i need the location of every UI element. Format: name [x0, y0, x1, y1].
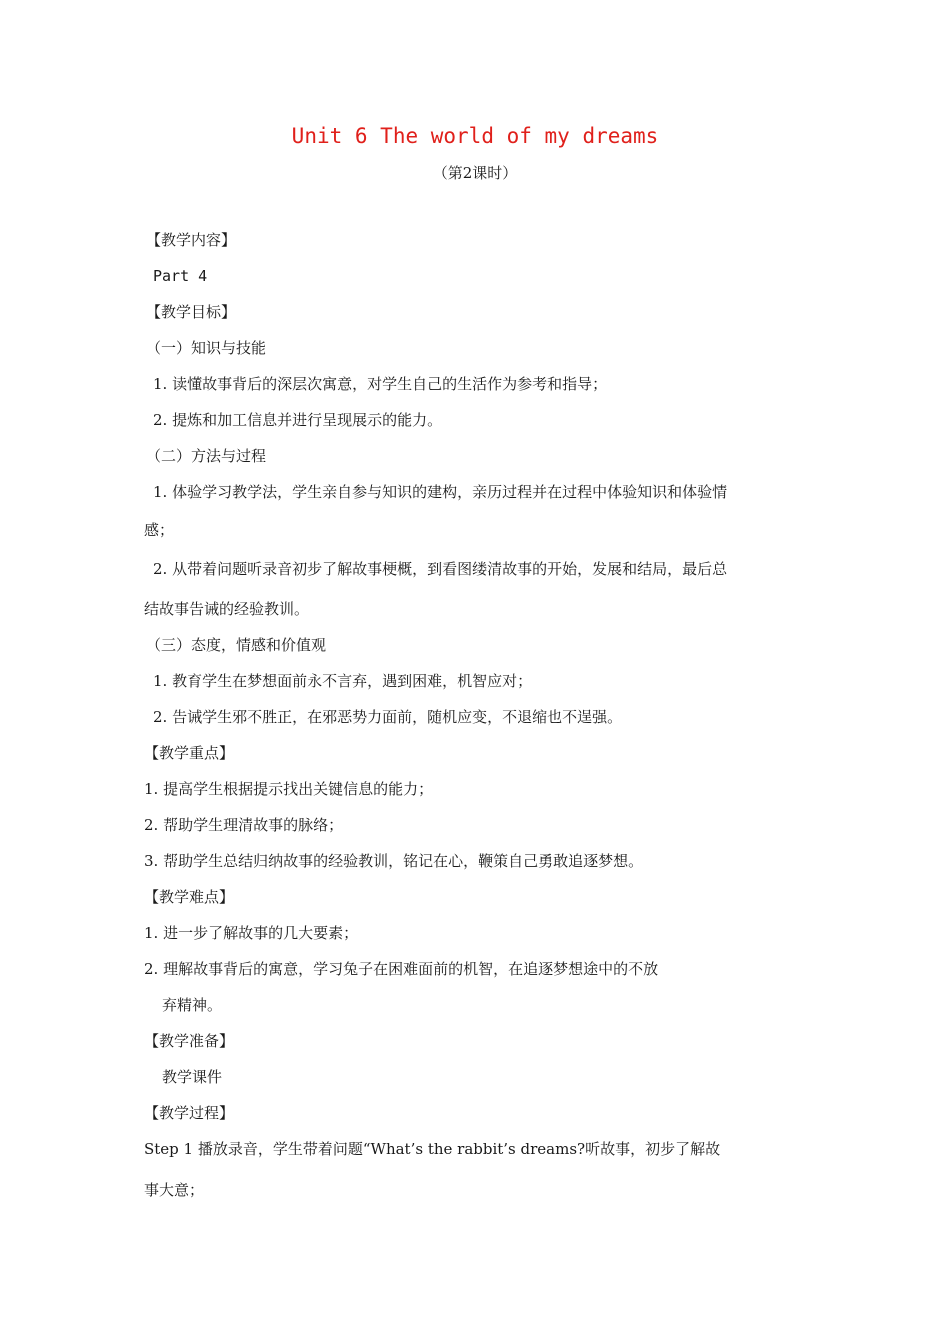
document-title: Unit 6 The world of my dreams	[291, 124, 659, 148]
list-item-continuation: 感；	[144, 521, 175, 539]
list-item: 2. 理解故事背后的寓意，学习兔子在困难面前的机智，在追逐梦想途中的不放	[144, 960, 659, 978]
list-item-continuation: 结故事告诫的经验教训。	[144, 600, 310, 618]
list-item: 2. 提炼和加工信息并进行呈现展示的能力。	[153, 411, 443, 429]
list-item: 3. 帮助学生总结归纳故事的经验教训，铭记在心，鞭策自己勇敢追逐梦想。	[144, 852, 644, 870]
list-item: 2. 帮助学生理清故事的脉络；	[144, 816, 344, 834]
content-text: Part 4	[153, 267, 208, 285]
step-text-continuation: 事大意；	[144, 1181, 205, 1199]
section-heading-key-points: 【教学重点】	[144, 744, 235, 762]
list-item: 1. 教育学生在梦想面前永不言弃，遇到困难，机智应对；	[153, 672, 533, 690]
preparation-text: 教学课件	[162, 1068, 223, 1086]
list-item-continuation: 弃精神。	[162, 996, 223, 1014]
list-item: 2. 从带着问题听录音初步了解故事梗概，到看图缕清故事的开始，发展和结局，最后总	[153, 560, 728, 578]
section-heading-content: 【教学内容】	[146, 231, 237, 249]
subsection-heading: （一）知识与技能	[146, 339, 267, 357]
section-heading-objectives: 【教学目标】	[146, 303, 237, 321]
list-item: 2. 告诫学生邪不胜正，在邪恶势力面前，随机应变，不退缩也不逞强。	[153, 708, 623, 726]
subsection-heading: （三）态度，情感和价值观	[146, 636, 327, 654]
section-heading-process: 【教学过程】	[144, 1104, 235, 1122]
list-item: 1. 读懂故事背后的深层次寓意，对学生自己的生活作为参考和指导；	[153, 375, 608, 393]
subsection-heading: （二）方法与过程	[146, 447, 267, 465]
step-text: Step 1 播放录音，学生带着问题“What’s the rabbit’s dreams?听故事，初步了解故	[144, 1140, 721, 1158]
document-subtitle: （第2课时）	[432, 164, 518, 182]
section-heading-difficulties: 【教学难点】	[144, 888, 235, 906]
list-item: 1. 进一步了解故事的几大要素；	[144, 924, 359, 942]
list-item: 1. 体验学习教学法，学生亲自参与知识的建构，亲历过程并在过程中体验知识和体验情	[153, 483, 728, 501]
section-heading-preparation: 【教学准备】	[144, 1032, 235, 1050]
list-item: 1. 提高学生根据提示找出关键信息的能力；	[144, 780, 434, 798]
